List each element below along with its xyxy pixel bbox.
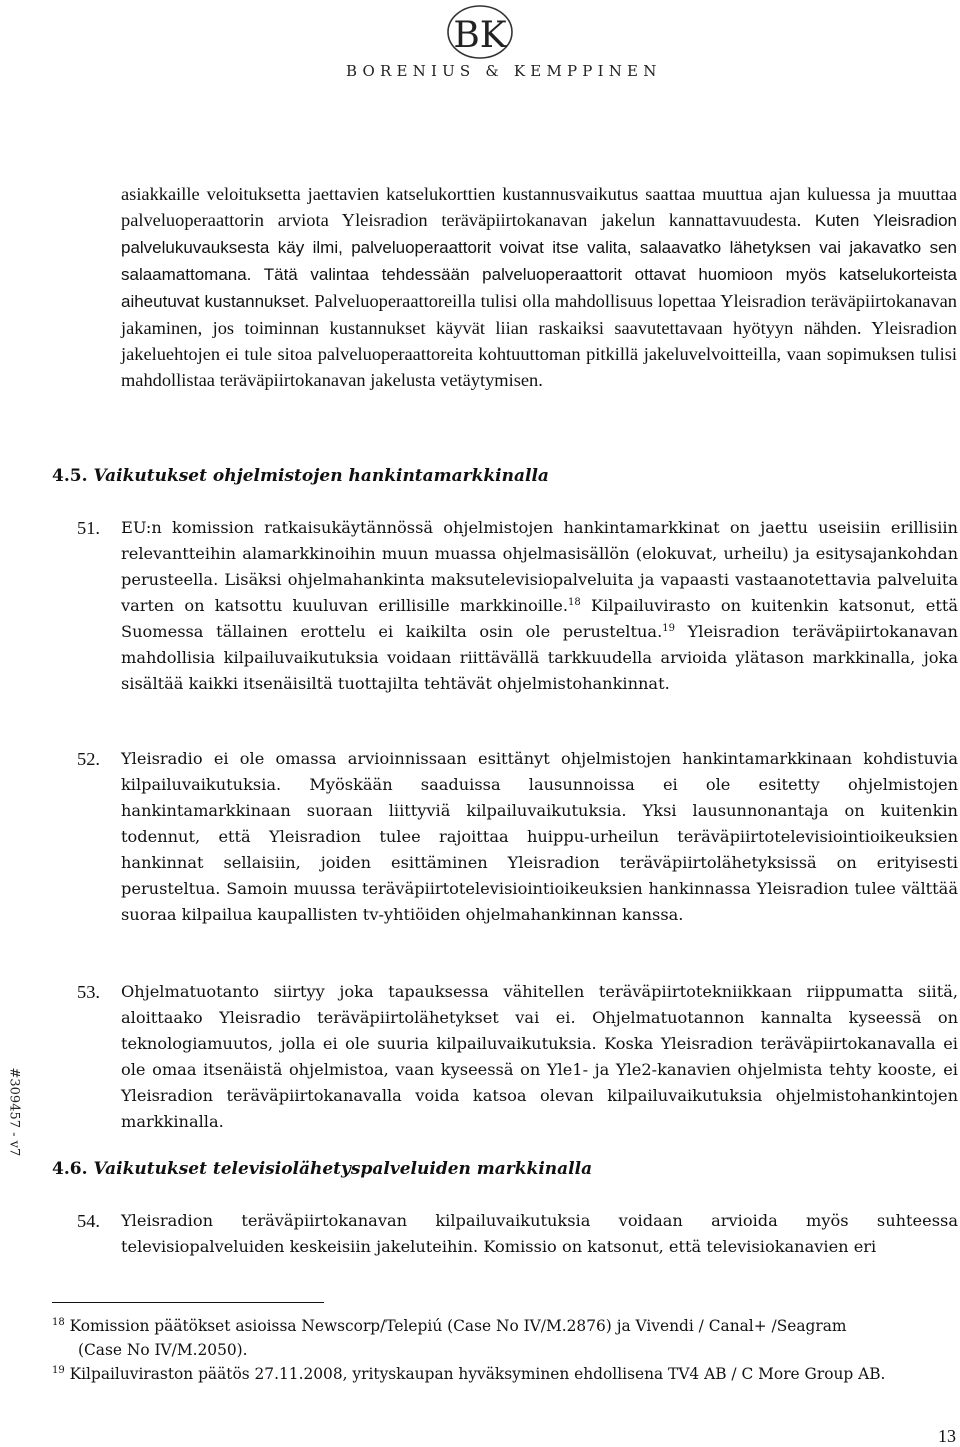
- footnote-text: Kilpailuviraston päätös 27.11.2008, yrityskaupan hyväksyminen ehdollisena TV4 AB / C More Group AB.: [69, 1365, 886, 1383]
- p51-text-c: Yleisradion teräväpiirtokanavan mahdollisia kilpailuvaikutuksia voidaan riittävällä tarkkuudella arvioida ylätason markkinalla, joka sisältää kaikki itsenäisiltä tuottajilta tehtävät ohjelmistohankinnat.: [121, 622, 958, 693]
- footnote-18: [52, 1314, 958, 1362]
- intro-text-c: Palveluoperaattoreilla tulisi olla mahdollisuus lopettaa Yleisradion teräväpiirtokanavan jakaminen, jos toiminnan kustannukset käyvät liian raskaiksi saavutettavaan hyötyyn nähden. Yleisradion jakeluehtojen ei tule sitoa palveluoperaattoreita kohtuuttoman pitkillä jakeluvelvoitteilla, vaan sopimuksen tulisi mahdollistaa teräväpiirtokanavan jakelusta vetäytymisen.: [121, 291, 957, 390]
- paragraph-number-53: 53.: [77, 982, 100, 1002]
- footnote-ref-19[interactable]: 19: [662, 623, 675, 634]
- paragraph-54: Yleisradion teräväpiirtokanavan kilpailuvaikutuksia voidaan arvioida myös suhteessa televisiopalveluiden keskeisiin jakeluteihin. Komissio on katsonut, että televisiokanavien eri: [121, 1211, 958, 1256]
- intro-paragraph: [121, 181, 957, 393]
- section-title: Vaikutukset televisiolähetyspalveluiden markkinalla: [93, 1159, 593, 1179]
- paragraph-number-51: 51.: [77, 518, 100, 538]
- paragraph-52: Yleisradio ei ole omassa arvioinnissaan esittänyt ohjelmistojen hankintamarkkinaan kohdistuvia kilpailuvaikutuksia. Myöskään saaduissa lausunnoissa ei ole esitetty ohjelmistojen hankintamarkkinaan suoraan liittyviä kilpailuvaikutuksia. Yksi lausunnonantaja on kuitenkin todennut, että Yleisradion tulee rajoittaa huippu-urheilun teräväpiirtotelevisiointioikeuksien hankinnat sellaisiin, joiden esittäminen Yleisradion teräväpiirtolähetyksissä on erityisesti perusteltua. Samoin muussa teräväpiirtotelevisiointioikeuksien hankinnassa Yleisradion tulee välttää suoraa kilpailua kaupallisten tv-yhtiöiden ohjelmahankinnan kanssa.: [121, 749, 958, 924]
- section-heading-4-6: [52, 1159, 592, 1179]
- footnote-number: 18: [52, 1317, 65, 1328]
- intro-text-a: asiakkaille veloituksetta jaettavien katselukorttien kustannusvaikutus saattaa muuttua ajan kuluessa ja muuttaa palveluoperaattorin arviota Yleisradion teräväpiirtokanavan jakelun kannattavuudesta.: [121, 184, 957, 230]
- monogram-text: BK: [453, 15, 507, 56]
- section-number: 4.5.: [52, 466, 88, 486]
- footnote-number: 19: [52, 1365, 65, 1376]
- bk-monogram-icon: [440, 4, 520, 60]
- footnote-text: Komission päätökset asioissa Newscorp/Telepiú (Case No IV/M.2876) ja Vivendi / Canal+ /Seagram: [69, 1317, 847, 1335]
- firm-name: BORENIUS & KEMPPINEN: [346, 62, 662, 80]
- intro-text-b: Kuten Yleisradion palvelukuvauksesta käy ilmi, palveluoperaattorit voivat itse valita, salaavatko lähetyksen vai jakavatko sen salaamattomana. Tätä valintaa tehdessään palveluoperaattorit ottavat huomioon myös katselukorteista aiheutuvat kustannukset.: [121, 211, 957, 311]
- page-number: 13: [938, 1426, 956, 1446]
- section-heading-4-5: [52, 466, 549, 486]
- section-title: Vaikutukset ohjelmistojen hankintamarkkinalla: [93, 466, 549, 486]
- section-number: 4.6.: [52, 1159, 88, 1179]
- paragraph-53: Ohjelmatuotanto siirtyy joka tapauksessa vähitellen teräväpiirtotekniikkaan riippumatta siitä, aloittaako Yleisradio teräväpiirtolähetykset vai ei. Ohjelmatuotannon kannalta kyseessä on teknologiamuutos, jolla ei ole suuria kilpailuvaikutuksia. Koska Yleisradion teräväpiirtokanavalla ei ole omaa itsenäistä ohjelmistoa, vaan kyseessä on Yle1- ja Yle2-kanavien ohjelmista tehty kooste, ei Yleisradion teräväpiirtokanavalla voida katsoa olevan kilpailuvaikutuksia ohjelmistohankintojen markkinalla.: [121, 982, 958, 1131]
- p51-text-a: EU:n komission ratkaisukäytännössä ohjelmistojen hankintamarkkinat on jaettu useisiin erillisiin relevantteihin alamarkkinoihin muun muassa ohjelmasisällön (elokuvat, urheilu) ja esitysajankohdan perusteella. Lisäksi ohjelmahankinta maksutelevisiopalveluita ja vapaasti vastaanotettavia palveluita varten on katsottu kuuluvan erillisille markkinoille.: [121, 518, 958, 615]
- footnote-19: [52, 1362, 958, 1386]
- footnote-text-continued: (Case No IV/M.2050).: [78, 1341, 248, 1359]
- paragraph-number-52: 52.: [77, 749, 100, 769]
- footnote-ref-18[interactable]: 18: [568, 597, 581, 608]
- paragraph-number-54: 54.: [77, 1211, 100, 1231]
- paragraph-51: [121, 515, 958, 697]
- p51-text-b: Kilpailuvirasto on kuitenkin katsonut, että Suomessa tällainen erottelu ei kaikilta osin ole perusteltua.: [121, 596, 958, 641]
- document-id-label: #309457 - v7: [6, 1067, 22, 1157]
- footnote-divider: [52, 1302, 324, 1303]
